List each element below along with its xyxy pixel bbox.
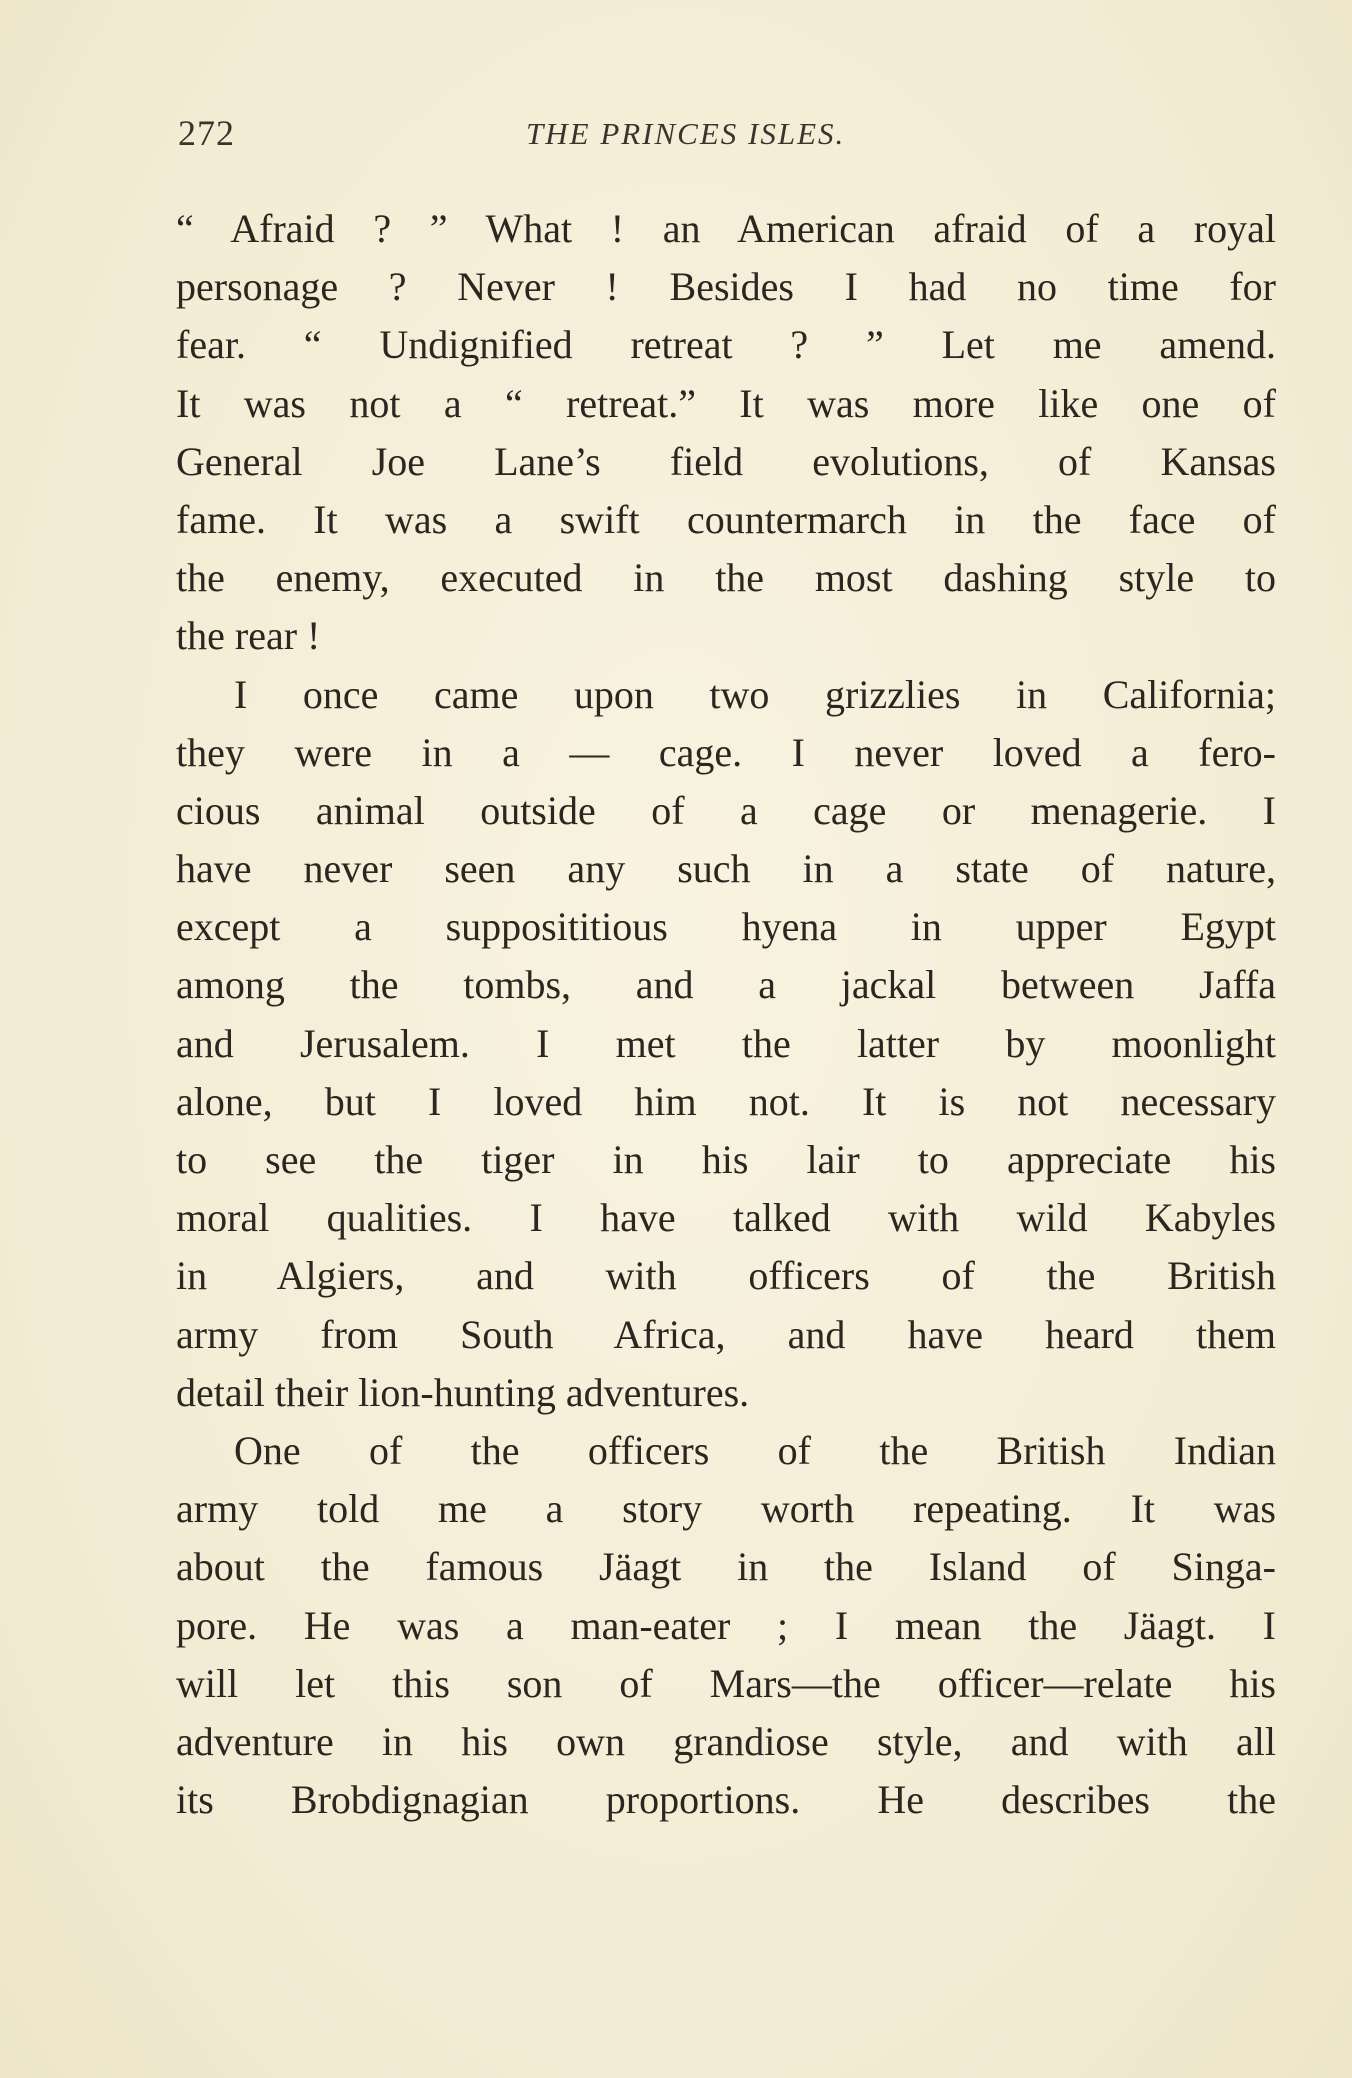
text-line: army told me a story worth repeating. It was (176, 1486, 1276, 1532)
text-line: among the tombs, and a jackal between Jaffa (176, 962, 1276, 1008)
text-line: detail their lion-hunting adventures. (176, 1369, 750, 1415)
paragraph-start-line: I once came upon two grizzlies in California; (234, 671, 1276, 717)
running-title: THE PRINCES ISLES. (526, 116, 846, 151)
text-line: its Brobdignagian proportions. He describes the (176, 1777, 1276, 1823)
text-line: moral qualities. I have talked with wild Kabyles (176, 1195, 1276, 1241)
text-line: adventure in his own grandiose style, and with all (176, 1718, 1276, 1764)
text-line: the enemy, executed in the most dashing style to (176, 555, 1276, 601)
text-line: army from South Africa, and have heard them (176, 1311, 1276, 1357)
text-line: except a supposititious hyena in upper Egypt (176, 904, 1276, 950)
text-line: in Algiers, and with officers of the British (176, 1253, 1276, 1299)
text-line: fear. “ Undignified retreat ? ” Let me amend. (176, 322, 1276, 368)
text-line: they were in a — cage. I never loved a fero- (176, 729, 1276, 775)
text-line: will let this son of Mars—the officer—relate his (176, 1660, 1276, 1706)
text-line: “ Afraid ? ” What ! an American afraid of a royal (176, 206, 1276, 251)
text-line: pore. He was a man-eater ; I mean the Jäagt. I (176, 1602, 1276, 1648)
text-line: the rear ! (176, 613, 321, 659)
text-line: about the famous Jäagt in the Island of Singa- (176, 1544, 1276, 1590)
text-line: alone, but I loved him not. It is not necessary (176, 1078, 1276, 1124)
text-line: General Joe Lane’s field evolutions, of Kansas (176, 438, 1276, 484)
page-number: 272 (178, 113, 235, 153)
text-line: It was not a “ retreat.” It was more like one of (176, 380, 1276, 426)
body-text (176, 200, 1276, 1829)
text-line: personage ? Never ! Besides I had no time for (176, 264, 1276, 310)
running-head (178, 112, 1278, 172)
text-line: fame. It was a swift countermarch in the face of (176, 496, 1276, 542)
text-line: have never seen any such in a state of nature, (176, 846, 1276, 892)
text-line: and Jerusalem. I met the latter by moonlight (176, 1020, 1276, 1066)
text-line: cious animal outside of a cage or menagerie. I (176, 787, 1276, 833)
paragraph-start-line: One of the officers of the British Indian (234, 1427, 1276, 1473)
text-line: to see the tiger in his lair to appreciate his (176, 1137, 1276, 1182)
